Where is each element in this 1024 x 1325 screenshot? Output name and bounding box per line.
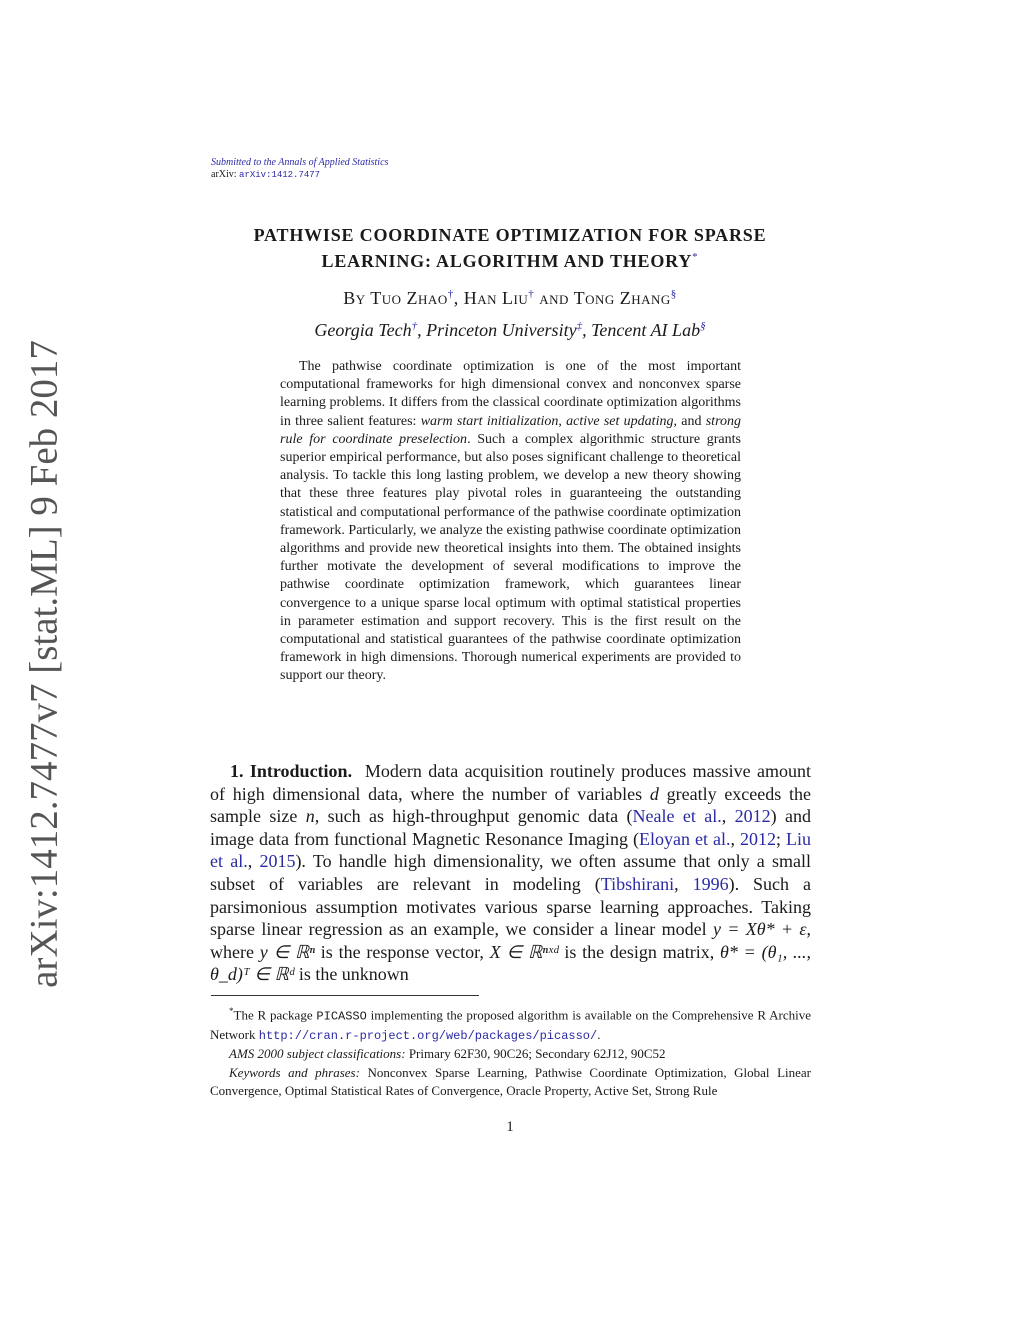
footnote-mark: *: [229, 1006, 234, 1016]
equation-theta: θ* = (θ₁, ..., θ_d)ᵀ ∈ ℝᵈ: [210, 941, 811, 985]
keywords-label: Keywords and phrases:: [229, 1064, 360, 1080]
abstract-part-1: The pathwise coordinate optimization is one of the most important computational frameworks for high dimensional convex and nonconvex sparse learning problems. It differs from the classical coordinate optimization algorithms in three salient features:: [280, 359, 741, 429]
intro-text-3: , such as high-throughput genomic data (: [314, 806, 633, 827]
package-name: PICASSO: [316, 1009, 367, 1024]
footnotes: [210, 1002, 811, 1101]
citation-tibshirani-year[interactable]: 1996: [692, 873, 729, 894]
author-list: [200, 288, 820, 309]
affiliation-1: Georgia Tech: [314, 320, 412, 340]
intro-text-2: greatly exceeds the sample size: [210, 783, 811, 827]
footnote-text-b: implementing the proposed algorithm is available on the Comprehensive R Archive Network: [210, 1007, 811, 1042]
abstract-part-2: . Such a complex algorithmic structure grants superior empirical performance, but also poses significant challenge to theoretical analysis. To tackle this long lasting problem, we develop a new theory showing that these three features play pivotal roles in guaranteeing the outstanding statistical and computational performance of the pathwise coordinate optimization framework. Particularly, we analyze the existing pathwise coordinate optimization algorithms and provide new theoretical insights into them. The obtained insights further motivate the development of several modifications to improve the pathwise coordinate optimization framework, which guarantees linear convergence to a unique sparse local optimum with optimal statistical properties in parameter estimation and support recovery. This is the first result on the computational and statistical guarantees of the pathwise coordinate optimization framework in high dimensions. Thorough numerical experiments are provided to support our theory.: [280, 431, 741, 684]
ams-classification: [210, 1045, 811, 1064]
footnote-text-a: The R package: [233, 1007, 317, 1023]
citation-sep: ,: [247, 851, 260, 872]
citation-eloyan-year[interactable]: 2012: [739, 828, 776, 849]
affiliation-2: Princeton University: [426, 320, 577, 340]
author-3: Tong Zhang: [573, 288, 671, 308]
intro-text-5: ). To handle high dimensionality, we often assume that only a small subset of variables are relevant in modeling (: [210, 851, 812, 894]
abstract-em-1: warm start initialization: [420, 413, 559, 429]
citation-tibshirani[interactable]: Tibshirani: [600, 873, 675, 894]
citation-sep: ,: [721, 806, 735, 827]
title-line-2: [200, 246, 820, 272]
affiliation-1-mark[interactable]: †: [411, 320, 418, 332]
intro-text-7: , where: [210, 919, 812, 962]
paper-title: [200, 224, 820, 272]
intro-text-10: is the unknown: [294, 964, 409, 985]
citation-eloyan[interactable]: Eloyan et al.: [638, 828, 731, 849]
arxiv-stamp: arXiv:1412.7477v7 [stat.ML] 9 Feb 2017: [22, 340, 66, 988]
equation-response: y ∈ ℝⁿ: [259, 941, 315, 962]
var-n: n: [305, 806, 315, 827]
arxiv-line: [211, 169, 388, 181]
keywords: [210, 1064, 811, 1101]
citation-neale-year[interactable]: 2012: [734, 806, 771, 827]
affiliation-sep-1: ,: [417, 320, 422, 340]
page-number: 1: [506, 1119, 514, 1135]
and-label: and: [539, 288, 569, 308]
citation-sep: ,: [674, 873, 693, 894]
equation-model: y = Xθ* + ε: [712, 919, 807, 940]
ams-text: Primary 62F30, 90C26; Secondary 62J12, 90C52: [405, 1046, 666, 1062]
affiliations: [200, 320, 820, 341]
abstract-em-3: strong rule for coordinate preselection: [280, 413, 742, 447]
intro-text-8: is the response vector,: [314, 941, 490, 962]
intro-text-4: ) and image data from functional Magnetic Resonance Imaging (: [210, 806, 812, 849]
affiliation-3-mark[interactable]: §: [700, 320, 706, 332]
abstract-and: , and: [673, 413, 706, 429]
ams-label: AMS 2000 subject classifications:: [229, 1046, 406, 1062]
abstract-em-2: active set updating: [566, 413, 674, 429]
citation-liu[interactable]: Liu et al.: [210, 828, 811, 872]
intro-text-1: Modern data acquisition routinely produces massive amount of high dimensional data, where the number of variables: [210, 761, 812, 804]
abstract-comma: ,: [558, 413, 567, 429]
intro-text-9: is the design matrix,: [558, 941, 721, 962]
abstract: [280, 358, 741, 686]
footnote-divider: [211, 995, 479, 996]
section-heading: 1. Introduction.: [230, 761, 353, 781]
citation-neale[interactable]: Neale et al.: [632, 806, 722, 827]
abstract-paragraph: [280, 358, 741, 686]
citation-liu-year[interactable]: 2015: [259, 851, 296, 872]
journal-header: [211, 157, 388, 181]
author-3-mark[interactable]: §: [670, 288, 677, 300]
title-line-2-text: LEARNING: ALGORITHM AND THEORY: [321, 251, 693, 271]
footnote-package: [210, 1002, 811, 1045]
cran-link[interactable]: http://cran.r-project.org/web/packages/picasso/: [258, 1028, 598, 1043]
journal-note[interactable]: Submitted to the Annals of Applied Statistics: [211, 157, 389, 168]
author-2-mark[interactable]: †: [528, 288, 535, 300]
footnote-end: .: [597, 1026, 601, 1042]
affiliation-2-mark[interactable]: ‡: [576, 320, 583, 332]
keywords-text: Nonconvex Sparse Learning, Pathwise Coordinate Optimization, Global Linear Convergence, Optimal Statistical Rates of Convergence, Oracle Property, Active Set, Strong Rule: [210, 1064, 812, 1099]
citation-semicolon: ;: [775, 828, 786, 849]
arxiv-id-link[interactable]: arXiv:1412.7477: [239, 170, 321, 180]
author-2: Han Liu: [463, 288, 529, 308]
title-footnote-mark[interactable]: *: [692, 251, 699, 263]
author-1-mark[interactable]: †: [447, 288, 454, 300]
arxiv-label: arXiv:: [211, 169, 237, 180]
equation-design: X ∈ ℝⁿˣᵈ: [489, 941, 559, 962]
author-1: Tuo Zhao: [370, 288, 448, 308]
var-d: d: [649, 783, 659, 804]
intro-text-6: ). Such a parsimonious assumption motivates various sparse learning approaches. Taking sparse linear regression as an example, we consider a linear model: [210, 873, 812, 940]
citation-sep: ,: [730, 828, 740, 849]
title-line-1: PATHWISE COORDINATE OPTIMIZATION FOR SPARSE: [253, 225, 767, 245]
introduction-section: [210, 760, 811, 986]
affiliation-3: Tencent AI Lab: [591, 320, 701, 340]
intro-paragraph: [210, 760, 811, 986]
by-label: By: [343, 288, 366, 308]
affiliation-sep-2: ,: [582, 320, 587, 340]
author-sep: ,: [453, 288, 459, 308]
